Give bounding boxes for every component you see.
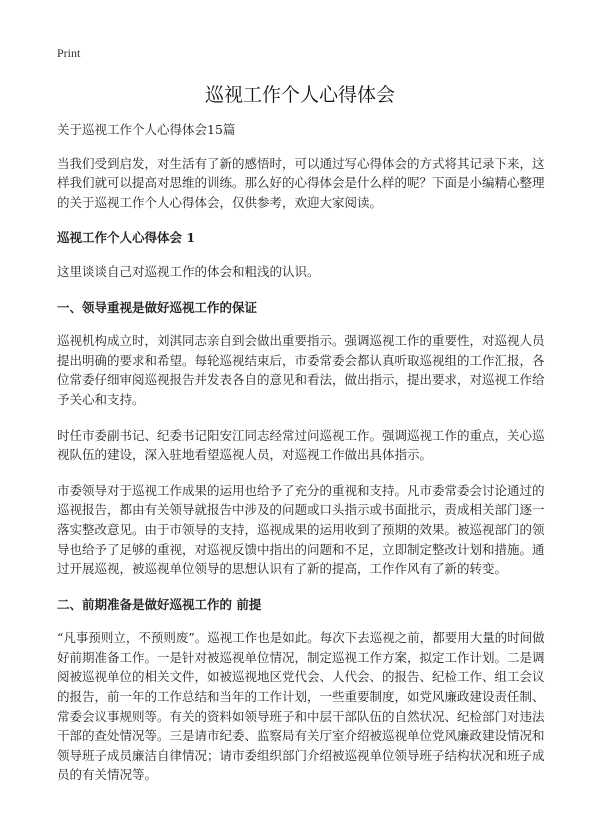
paragraph: 时任市委副书记、纪委书记阳安江同志经常过问巡视工作。强调巡视工作的重点，关心巡视队伍的建设，深入驻地看望巡视人员，对巡视工作做出具体指示。 [57, 427, 545, 463]
heading-leadership: 一、领导重视是做好巡视工作的保证 [57, 299, 258, 315]
lead-paragraph: 这里谈谈自己对巡视工作的体会和粗浅的认识。 [57, 263, 320, 279]
paragraph: 市委领导对于巡视工作成果的运用也给予了充分的重视和支持。凡市委常委会讨论通过的巡视报告，都由有关领导就报告中涉及的问题或口头指示或书面批示，责成相关部门逐一落实整改意见。由于市领导的支持，巡视成果的运用收到了预期的效果。被巡视部门的领导也给予了足够的重视，对巡视反馈中指出的问题和不足，立即制定整改计划和措施。通过开展巡视，被巡视单位领导的思想认识有了新的提高，工作作风有了新的转变。 [57, 482, 545, 577]
section-title: 巡视工作个人心得体会 1 [57, 230, 196, 246]
page-title: 巡视工作个人心得体会 [204, 84, 395, 106]
article-subtitle: 关于巡视工作个人心得体会15篇 [57, 122, 236, 137]
heading-preparation: 二、前期准备是做好巡视工作的 前提 [57, 596, 262, 612]
print-link[interactable]: Print [57, 46, 81, 60]
paragraph: “凡事预则立，不预则废”。巡视工作也是如此。每次下去巡视之前，都要用大量的时间做好前期准备工作。一是针对被巡视单位情况，制定巡视工作方案，拟定工作计划。二是调阅被巡视单位的相关文件，如被巡视地区党代会、人代会、的报告、纪检工作、组工会议的报告，前一年的工作总结和当年的工作计划，一些重要制度，如党风廉政建设责任制、常委会议事规则等。有关的资料如领导班子和中层干部队伍的自然状况、纪检部门对违法干部的查处情况等。三是请市纪委、监察局有关厅室介绍被巡视单位党风廉政建设情况和领导班子成员廉洁自律情况；请市委组织部门介绍被巡视单位领导班子结构状况和班子成员的有关情况等。 [57, 630, 545, 783]
paragraph: 巡视机构成立时，刘淇同志亲自到会做出重要指示。强调巡视工作的重要性，对巡视人员提出明确的要求和希望。每轮巡视结束后，市委常委会都认真听取巡视组的工作汇报，各位常委仔细审阅巡视报告并发表各自的意见和看法，做出指示，提出要求，对巡视工作给予关心和支持。 [57, 333, 545, 407]
intro-paragraph: 当我们受到启发，对生活有了新的感悟时，可以通过写心得体会的方式将其记录下来，这样我们就可以提高对思维的训练。那么好的心得体会是什么样的呢？下面是小编精心整理的关于巡视工作个人心得体会，仅供参考，欢迎大家阅读。 [57, 155, 545, 210]
article-body [57, 120, 549, 801]
